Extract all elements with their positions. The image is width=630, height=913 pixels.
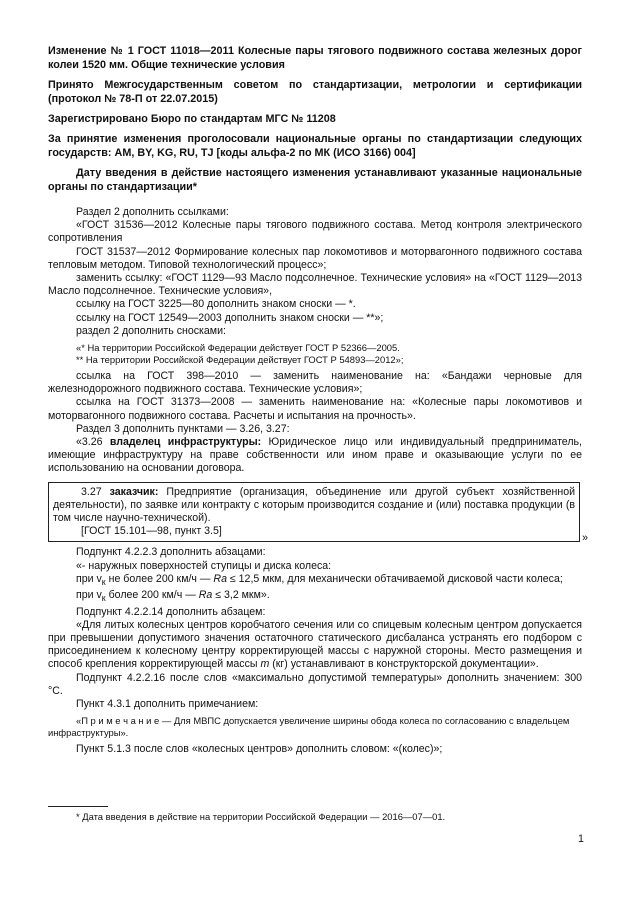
body-paragraph: Подпункт 4.2.2.3 дополнить абзацами: (76, 546, 266, 559)
body-paragraph: Подпункт 4.2.2.14 дополнить абзацем: (76, 605, 266, 618)
closing-quote: » (582, 532, 588, 545)
page-footnote: * Дата введения в действие на территории Российской Федерации — 2016—07—01. (76, 811, 446, 822)
subscript: к (101, 576, 106, 587)
amendment-title: Изменение № 1 ГОСТ 11018—2011 Колесные пары тягового подвижного состава железных дорог колеи 1520 мм. Общие технические условия (48, 45, 582, 71)
text-run: не более 200 км/ч — (105, 572, 214, 585)
voted-statement: За принятие изменения проголосовали национальные органы по стандартизации следующих государств: AM, BY, KG, RU, TJ [коды альфа-2 по МК (ИСО 3166) 004] (48, 133, 582, 159)
term-3-26 (48, 436, 582, 476)
body-paragraph: ссылку на ГОСТ 12549—2003 дополнить знаком сноски — **»; (76, 311, 384, 324)
term-name: заказчик: (109, 485, 159, 498)
text-run: ≤ 12,5 мкм, для механически обтачиваемой дисковой части колеса; (226, 572, 563, 585)
body-paragraph: ГОСТ 31537—2012 Формирование колесных пар локомотивов и моторвагонного подвижного состава тепловым методом. Типовой технологический процесс»; (48, 245, 582, 271)
body-paragraph: заменить ссылку: «ГОСТ 1129—93 Масло подсолнечное. Технические условия» на «ГОСТ 1129—2013 Масло подсолнечное. Технические условия», (48, 272, 582, 298)
body-paragraph: Пункт 5.1.3 после слов «колесных центров» дополнить словом: «(колес)»; (76, 743, 443, 756)
adopted-statement: Принято Межгосударственным советом по стандартизации, метрологии и сертификации (протокол № 78-П от 22.07.2015) (48, 79, 582, 105)
term-3-27-box (48, 482, 580, 543)
balance-paragraph (48, 619, 582, 672)
term-3-27-frame (48, 482, 588, 545)
text-run: при v (76, 589, 102, 602)
inserted-footnote: «* На территории Российской Федерации действует ГОСТ Р 52366—2005. (76, 342, 400, 354)
body-paragraph: «- наружных поверхностей ступицы и диска колеса: (76, 559, 332, 572)
inserted-footnote: ** На территории Российской Федерации действует ГОСТ Р 54893—2012»; (76, 354, 404, 366)
text-run: при v (76, 572, 102, 585)
body-paragraph: «ГОСТ 31536—2012 Колесные пары тягового подвижного состава. Метод контроля электрического сопротивления (48, 219, 582, 245)
note-paragraph: «П р и м е ч а н и е — Для МВПС допускается увеличение ширины обода колеса по согласованию с владельцем инфраструктуры». (48, 715, 570, 739)
body-paragraph: ссылка на ГОСТ 31373—2008 — заменить наименование на: «Колесные пары локомотивов и моторвагонного подвижного состава. Расчеты и испытания на прочность». (48, 396, 582, 422)
roughness-line-2 (48, 589, 582, 605)
body-paragraph: Раздел 3 дополнить пунктами — 3.26, 3.27: (76, 422, 290, 435)
term-3-27 (53, 486, 575, 526)
registered-statement: Зарегистрировано Бюро по стандартам МГС № 11208 (48, 113, 336, 125)
term-name: владелец инфраструктуры: (109, 436, 262, 449)
page-number: 1 (578, 833, 584, 845)
term-number: «3.26 (76, 436, 110, 449)
body-paragraph: ссылка на ГОСТ 398—2010 — заменить наименование на: «Бандажи черновые для железнодорожного подвижного состава. Технические условия»; (48, 370, 582, 396)
term-number: 3.27 (81, 485, 110, 498)
text-run: «Для литых колесных центров коробчатого сечения или со спицевым колесным центром допускается при превышении допустимого значения остаточного статического дисбаланса устранять его подбором с присоединением к колесному центру корректирующей массы с наружной стороны. Место размещения и способ крепления корректирующей массы (48, 618, 582, 671)
roughness-line-1 (48, 573, 582, 589)
body-paragraph: Подпункт 4.2.2.16 после слов «максимально допустимой температуры» дополнить значением: 300 °С. (48, 671, 582, 697)
body-paragraph: Пункт 4.3.1 дополнить примечанием: (76, 697, 259, 710)
body-paragraph: ссылку на ГОСТ 3225—80 дополнить знаком сноски — *. (76, 298, 356, 311)
effective-statement: Дату введения в действие настоящего изменения устанавливают указанные национальные органы по стандартизации* (48, 167, 582, 193)
body-paragraph: Раздел 2 дополнить ссылками: (76, 206, 229, 218)
term-definition: Предприятие (организация, объединение или другой субъект хозяйственной деятельности), по заявке или контракту с которым производится создание и (или) поставка продукции (в том числе научно-технической). (53, 485, 576, 525)
variable: Ra (198, 589, 213, 602)
term-definition: Юридическое лицо или индивидуальный предприниматель, имеющие инфраструктуру на праве собственности или ином праве и оказывающие услуги по ее использованию на основании договора. (48, 436, 582, 475)
body-paragraph: раздел 2 дополнить сносками: (76, 324, 226, 337)
text-run: (кг) устанавливают в конструкторской документации». (269, 658, 539, 671)
subscript: к (101, 593, 106, 604)
variable: m (260, 658, 270, 671)
text-run: более 200 км/ч — (105, 589, 199, 602)
text-run: ≤ 3,2 мкм». (212, 589, 270, 602)
term-source-reference: [ГОСТ 15.101—98, пункт 3.5] (81, 525, 222, 538)
document-page (48, 44, 588, 756)
variable: Ra (213, 572, 227, 585)
footnote-divider (48, 806, 108, 807)
